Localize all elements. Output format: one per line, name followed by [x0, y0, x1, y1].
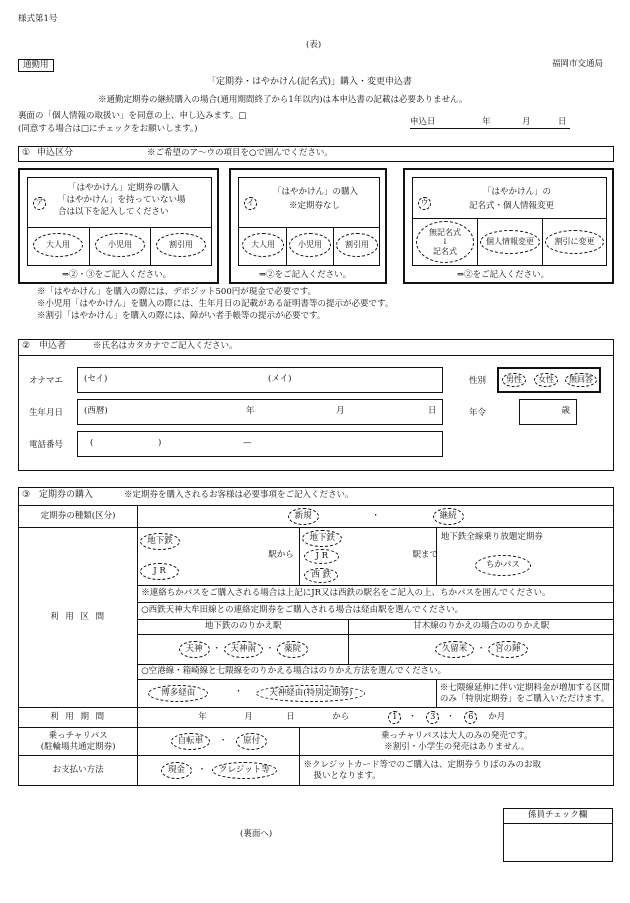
option-c-text1: 「はやかけん」の — [483, 187, 552, 197]
phone-input[interactable] — [77, 431, 443, 457]
notice: ※通勤定期券の継続購入の場合(通用期間終了から1年以内)は本申込書の記載は必要ありません。 — [98, 95, 468, 105]
transfer-kurume[interactable]: 久留米 — [435, 641, 475, 658]
payment-note — [300, 756, 614, 786]
option-b-child[interactable]: 小児用 — [289, 233, 331, 257]
usage-label: 利 用 区 間 — [19, 528, 138, 708]
route-note-line1: ※七隈線延伸に伴い定期料金が増加する区間 — [439, 682, 610, 693]
purpose-tag: 通勤用 — [18, 59, 54, 72]
birth-input[interactable] — [77, 399, 443, 425]
to-subway[interactable]: 地下鉄 — [302, 530, 342, 547]
option-b-mark[interactable]: イ — [244, 197, 257, 210]
consent-hint: (同意する場合は□にチェックをお願いします。) — [18, 124, 198, 134]
gender-male[interactable]: 男性 — [502, 373, 526, 387]
period-field[interactable]: 年 月 日 から 1 ・ 3 ・ 6 か月 — [138, 708, 614, 728]
birth-day: 日 — [428, 406, 437, 417]
section2-panel — [18, 339, 614, 471]
age-input[interactable] — [519, 399, 577, 425]
option-a-child[interactable]: 小児用 — [95, 233, 145, 257]
subway-transfer-options: 天神 ・ 天神南 ・ 薬院 — [138, 635, 349, 665]
name-label: オナマエ — [29, 376, 64, 386]
period-unit: か月 — [488, 712, 506, 722]
option-b-text2: ※定期券なし — [289, 201, 341, 211]
option-c-text2: 記名式・個人情報変更 — [469, 201, 555, 211]
birth-era: (西暦) — [84, 406, 108, 417]
section2-label: 申込者 — [39, 341, 67, 351]
name-input[interactable] — [77, 367, 443, 393]
type-choices — [138, 506, 614, 528]
unlimited-cell — [436, 528, 613, 586]
age-unit: 歳 — [561, 406, 570, 417]
bike-bicycle[interactable]: 自転車 — [171, 733, 211, 750]
section3-number: ③ — [22, 490, 31, 500]
period-label: 利 用 期 間 — [19, 708, 138, 728]
consent-line[interactable]: 裏面の「個人情報の取扱い」を同意の上、申し込みます。□ — [18, 111, 247, 121]
page-title: 「定期券・はやかけん(記名式)」購入・変更申込書 — [207, 77, 413, 87]
birth-month: 月 — [336, 406, 345, 417]
date-year: 年 — [482, 117, 491, 127]
from-subway[interactable]: 地下鉄 — [140, 533, 180, 550]
option-a-text2: 「はやかけん」を持っていない場 — [58, 195, 186, 205]
to-nishitetsu[interactable]: 西 鉄 — [304, 568, 338, 583]
bike-note — [300, 728, 614, 756]
period-1-month[interactable]: 1 — [388, 711, 401, 724]
form-number: 様式第1号 — [18, 14, 58, 24]
amagi-transfer-label: 甘木線のりかえの場合ののりかえ駅 — [349, 620, 614, 635]
option-a-panel[interactable] — [18, 168, 219, 284]
gender-field — [497, 367, 601, 393]
subway-transfer-label: 地下鉄ののりかえ駅 — [138, 620, 349, 635]
staff-check-label: 係員チェック欄 — [528, 810, 588, 820]
option-a-discount[interactable]: 割引用 — [156, 233, 206, 257]
transfer-yakuin[interactable]: 薬院 — [277, 641, 308, 658]
to-suffix: 駅まで — [412, 550, 438, 560]
section1-number: ① — [22, 148, 31, 158]
bike-label-line2: (駐輪場共通定期券) — [40, 741, 116, 752]
staff-check-box — [503, 808, 613, 862]
unlimited-label: 地下鉄全線乗り放題定期券 — [440, 532, 543, 542]
note-nishitetsu: ○西鉄天神大牟田線との連絡定期券をご購入される場合は経由駅を選んでください。 — [138, 603, 614, 620]
option-a-mark[interactable]: ア — [33, 197, 46, 210]
section3-label: 定期券の購入 — [39, 490, 94, 500]
bike-label-line1: 乗っチャリパス — [48, 731, 108, 742]
from-suffix: 駅から — [268, 550, 294, 560]
period-6-month[interactable]: 6 — [464, 711, 477, 724]
period-year: 年 — [198, 712, 207, 722]
option-a-adult[interactable]: 大人用 — [33, 233, 83, 257]
note-airport: ○空港線・箱崎線と七隈線をのりかえる場合はのりかえ方法を選んでください。 — [138, 665, 614, 680]
arrow-down-icon: ↓ — [441, 237, 449, 247]
period-3-month[interactable]: 3 — [426, 711, 439, 724]
option-b-panel[interactable] — [229, 168, 387, 284]
payment-options: 現金 ・ クレジット等 — [138, 756, 300, 786]
phone-label: 電話番号 — [29, 440, 64, 450]
option-c-discount-change[interactable]: 割引に変更 — [545, 230, 604, 254]
period-from: から — [332, 712, 350, 722]
option-b-inner — [238, 177, 380, 266]
side-label: (表) — [306, 40, 322, 50]
name-sei: (セイ) — [84, 374, 108, 385]
note-chikapass: ※連絡ちかパスをご購入される場合は上記にJR又は西鉄の駅名をご記入の上、ちかパスを囲んでください。 — [138, 586, 614, 603]
route-hakata[interactable]: 博多経由 — [148, 685, 208, 702]
age-label: 年令 — [469, 408, 487, 418]
option-c-named-to: 記名式 — [433, 246, 457, 256]
option-b-discount[interactable]: 割引用 — [336, 233, 378, 257]
option-c-panel[interactable] — [403, 168, 614, 284]
transfer-tenjin-minami[interactable]: 天神南 — [224, 641, 264, 658]
to-jr[interactable]: J R — [304, 549, 339, 564]
option-a-text3: 合は以下を記入してください — [58, 207, 169, 217]
phone-close: ) — [158, 438, 162, 449]
payment-note-line2: 扱いとなります。 — [313, 770, 381, 781]
option-b-adult[interactable]: 大人用 — [242, 233, 284, 257]
option-c-footer: ⇒②をご記入ください。 — [457, 270, 550, 280]
bike-label — [19, 728, 138, 756]
birth-year: 年 — [246, 406, 255, 417]
ticket-table — [18, 505, 614, 786]
section1-note: ※「はやかけん」を購入の際には、デポジット500円が現金で必要です。 — [37, 287, 317, 297]
transfer-miyanojin[interactable]: 宮の陣 — [488, 641, 528, 658]
chikapass-option[interactable]: ちかパス — [475, 555, 531, 576]
from-station-cell[interactable] — [138, 528, 300, 586]
period-day: 日 — [286, 712, 295, 722]
phone-open: ( — [90, 438, 94, 449]
gender-label: 性別 — [469, 376, 487, 386]
section2-instruction: ※氏名はカタカナでご記入ください。 — [93, 341, 238, 351]
option-a-footer: ⇒②・③をご記入ください。 — [62, 270, 172, 280]
section3-instruction: ※定期券を購入されるお客様は必要事項をご記入ください。 — [124, 490, 354, 500]
gender-female[interactable]: 女性 — [534, 373, 558, 387]
date-day: 日 — [558, 117, 567, 127]
date-label: 申込日 — [410, 117, 436, 127]
option-a-text1: 「はやかけん」定期券の購入 — [68, 183, 179, 193]
phone-dash: — — [243, 438, 252, 449]
to-station-cell[interactable] — [300, 528, 436, 586]
type-separator: ・ — [371, 510, 380, 521]
period-month: 月 — [244, 712, 253, 722]
section1-note: ※割引「はやかけん」を購入の際には、障がい者手帳等の提示が必要です。 — [37, 311, 326, 321]
section3-header — [18, 487, 614, 505]
option-c-named[interactable] — [416, 221, 474, 263]
option-b-text1: 「はやかけん」の購入 — [273, 187, 359, 197]
option-c-personal-info[interactable]: 個人情報変更 — [480, 230, 540, 254]
section1-label: 申込区分 — [37, 148, 74, 158]
payment-label: お支払い方法 — [19, 756, 138, 786]
transfer-tenjin[interactable]: 天神 — [179, 641, 210, 658]
gender-no-answer[interactable]: 無回答 — [565, 373, 597, 387]
route-note — [436, 680, 613, 708]
payment-credit[interactable]: クレジット等 — [212, 762, 277, 779]
birth-label: 生年月日 — [29, 408, 64, 418]
from-jr[interactable]: J R — [140, 563, 179, 580]
back-page-note: (裏面へ) — [240, 829, 273, 839]
section1-header — [18, 146, 614, 162]
route-tenjin[interactable]: 天神経由(特別定期券) — [256, 685, 365, 702]
route-options: 博多経由 ・ 天神経由(特別定期券) — [138, 680, 437, 708]
option-c-mark[interactable]: ウ — [418, 197, 431, 210]
type-renew[interactable]: 継続 — [433, 508, 464, 525]
date-month: 月 — [522, 117, 531, 127]
type-new[interactable]: 新規 — [288, 508, 319, 525]
section2-number: ② — [22, 341, 31, 351]
option-b-footer: ⇒②をご記入ください。 — [259, 270, 352, 280]
payment-note-line1: ※クレジットカード等でのご購入は、定期券うりばのみのお取 — [303, 759, 542, 770]
option-c-named-from: 無記名式 — [429, 227, 461, 237]
application-date[interactable] — [410, 117, 570, 129]
payment-cash[interactable]: 現金 — [161, 762, 192, 779]
bike-moped[interactable]: 原付 — [236, 733, 267, 750]
bike-options: 自転車 ・ 原付 — [138, 728, 300, 756]
option-a-inner — [27, 177, 212, 266]
section1-instruction: ※ご希望のア～ウの項目を○で囲んでください。 — [147, 148, 333, 158]
bike-note-line1: 乗っチャリパスは大人のみの発売です。 — [380, 730, 533, 741]
option-c-inner — [412, 177, 607, 266]
amagi-transfer-options: 久留米 ・ 宮の陣 — [349, 635, 614, 665]
name-mei: (メイ) — [268, 374, 292, 385]
route-note-line2: のみ「特別定期券」をご購入いただけます。 — [439, 693, 610, 704]
section1-note: ※小児用「はやかけん」を購入の際には、生年月日の記載がある証明書等の提示が必要です。 — [37, 299, 394, 309]
bike-note-line2: ※割引・小学生の発売はありません。 — [384, 741, 530, 752]
type-label: 定期券の種類(区分) — [19, 506, 138, 528]
issuer: 福岡市交通局 — [552, 59, 604, 69]
